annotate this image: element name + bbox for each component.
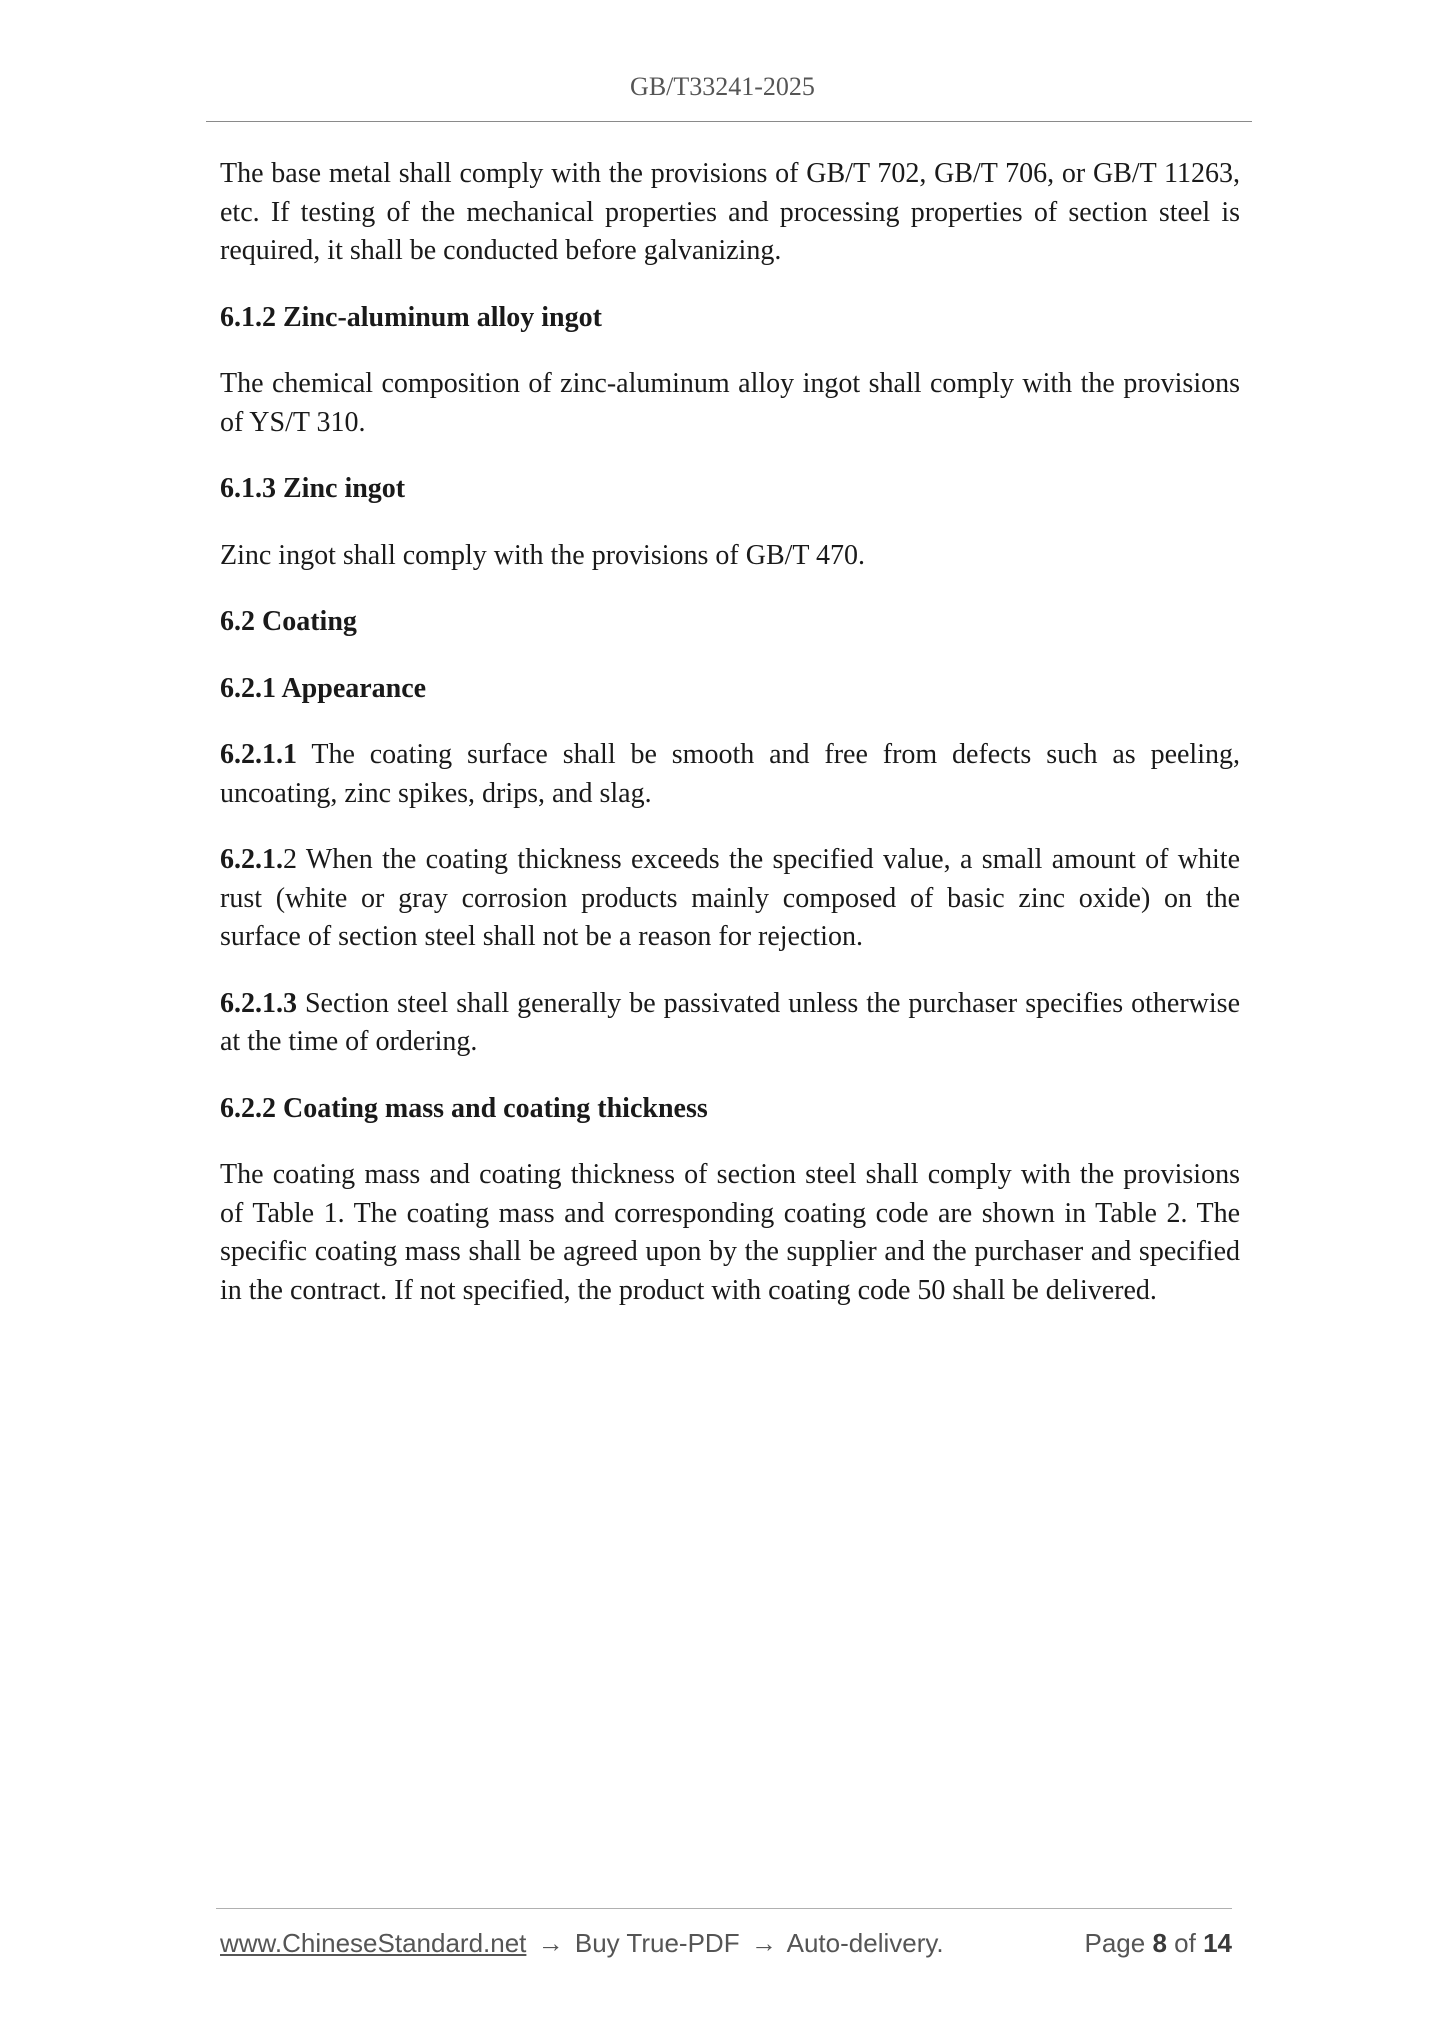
clause-number: 6.2.1. [220, 844, 283, 875]
page-footer [220, 1928, 1232, 1964]
heading-6-2: 6.2 Coating [220, 606, 357, 637]
of-label: of [1174, 1928, 1196, 1958]
site-link[interactable]: www.ChineseStandard.net [220, 1928, 527, 1958]
coating-mass-paragraph: The coating mass and coating thickness of section steel shall comply with the provisions of Table 1. The coating mass and corresponding coating code are shown in Table 2. The specific coating mass shall be agreed upon by the supplier and the purchaser and specified in the contract. If not specified, the product with coating code 50 shall be delivered. [220, 1159, 1240, 1306]
zinc-ingot-paragraph: Zinc ingot shall comply with the provisions of GB/T 470. [220, 539, 865, 571]
heading-6-1-2: 6.1.2 Zinc-aluminum alloy ingot [220, 301, 602, 333]
buy-true-pdf-text: Buy True-PDF [574, 1928, 740, 1958]
current-page-number: 8 [1152, 1928, 1167, 1958]
clause-6-2-1-1 [220, 736, 1240, 813]
heading-6-2-2: 6.2.2 Coating mass and coating thickness [220, 1092, 708, 1124]
zinc-aluminum-paragraph: The chemical composition of zinc-aluminum alloy ingot shall comply with the provisions of YS/T 310. [220, 368, 1240, 438]
header-divider [206, 121, 1252, 122]
total-page-number: 14 [1203, 1928, 1232, 1958]
clause-text: Section steel shall generally be passivated unless the purchaser specifies otherwise at the time of ordering. [220, 987, 1240, 1057]
page-indicator [1084, 1928, 1232, 1959]
clause-text: When the coating thickness exceeds the specified value, a small amount of white rust (white or gray corrosion products mainly composed of basic zinc oxide) on the surface of section steel shall not be a reason for rejection. [220, 844, 1240, 952]
clause-number: 6.2.1.1 [220, 739, 297, 770]
page-content [220, 155, 1240, 1310]
clause-6-2-1-2 [220, 841, 1240, 957]
clause-text: The coating surface shall be smooth and free from defects such as peeling, uncoating, zinc spikes, drips, and slag. [220, 739, 1240, 809]
clause-number: 6.2.1.3 [220, 987, 297, 1019]
base-metal-paragraph: The base metal shall comply with the provisions of GB/T 702, GB/T 706, or GB/T 11263, etc. If testing of the mechanical properties and processing properties of section steel is required, it shall be conducted before galvanizing. [220, 158, 1240, 266]
document-id-header: GB/T33241-2025 [630, 72, 815, 101]
footer-divider [216, 1908, 1232, 1909]
heading-6-2-1: 6.2.1 Appearance [220, 672, 427, 704]
clause-6-2-1-3 [220, 985, 1240, 1062]
page-label: Page [1084, 1928, 1146, 1958]
clause-number-tail: 2 [283, 844, 297, 875]
heading-6-1-3: 6.1.3 Zinc ingot [220, 473, 406, 504]
auto-delivery-text: Auto-delivery. [786, 1928, 944, 1958]
arrow-right-icon: → [537, 1928, 564, 1958]
arrow-right-icon: → [750, 1928, 777, 1958]
footer-promo [220, 1928, 944, 1959]
